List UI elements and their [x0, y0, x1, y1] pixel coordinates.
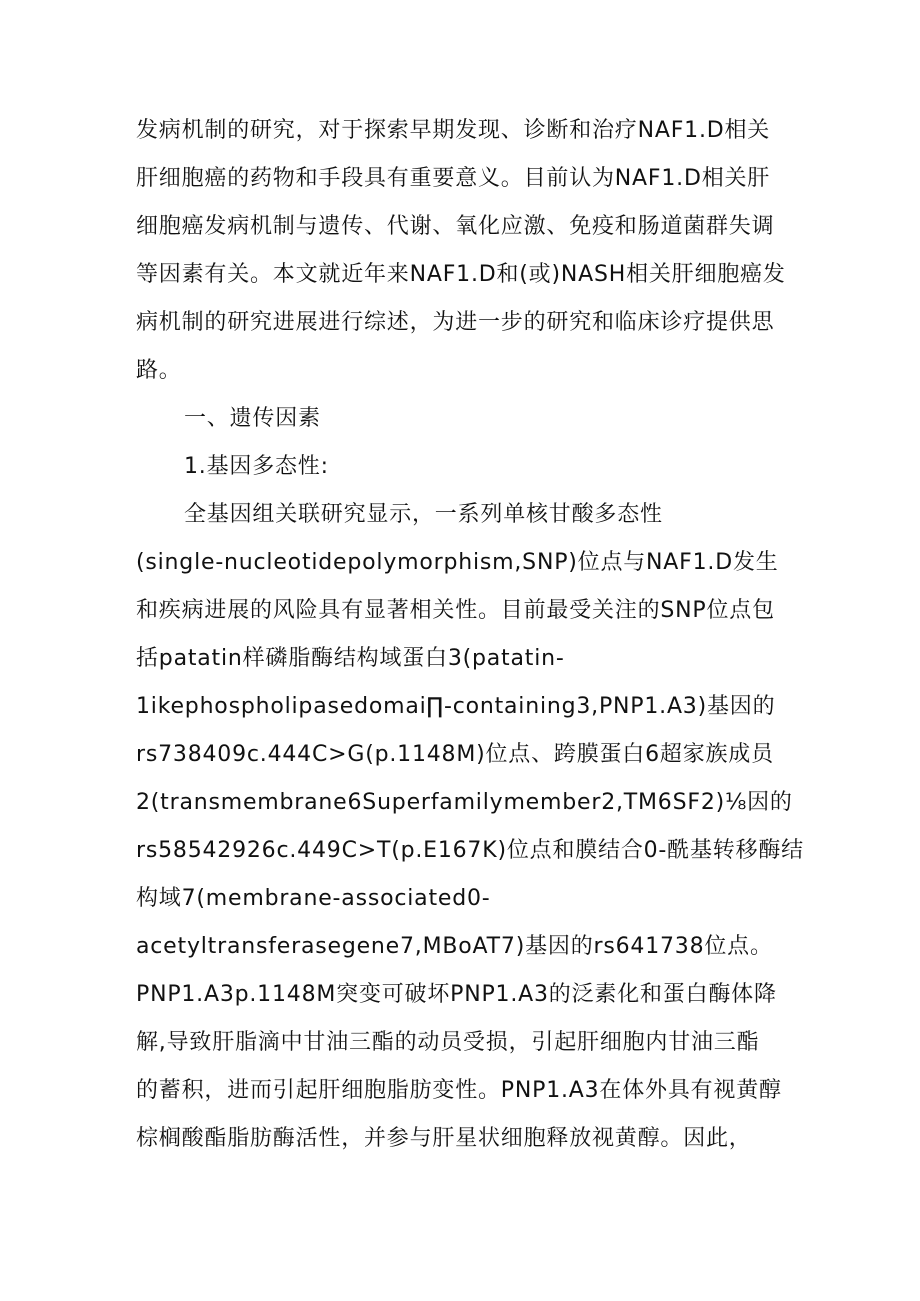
text-line: rs738409c.444C>G(p.1148M)位点、跨膜蛋白6超家族成员 — [136, 742, 774, 767]
text-line: 等因素有关。本文就近年来NAF1.D和(或)NASH相关肝细胞癌发 — [136, 262, 786, 287]
text-line: 细胞癌发病机制与遗传、代谢、氧化应激、免疫和肠道菌群失调 — [136, 214, 775, 239]
text-line: 解,导致肝脂滴中甘油三酯的动员受损，引起肝细胞内甘油三酯 — [136, 1030, 760, 1055]
text-line: 病机制的研究进展进行综述，为进一步的研究和临床诊疗提供思 — [136, 310, 775, 335]
section-heading: 一、遗传因素 — [184, 406, 321, 431]
text-line: 棕榈酸酯脂肪酶活性，并参与肝星状细胞释放视黄醇。因此， — [136, 1126, 752, 1151]
text-line: 1ikephospholipasedomai∏-containing3,PNP1.A3)基因的 — [136, 694, 776, 719]
text-line: 构域7(membrane-associated0- — [136, 886, 491, 911]
text-line: 肝细胞癌的药物和手段具有重要意义。目前认为NAF1.D相关肝 — [136, 166, 771, 191]
text-line: (single-nucleotidepolymorphism,SNP)位点与NAF1.D发生 — [136, 550, 779, 575]
text-line: 2(transmembrane6Superfamilymember2,TM6SF2)⅛因的 — [136, 790, 793, 815]
text-line: 括patatin样磷脂酶结构域蛋白3(patatin- — [136, 646, 565, 671]
text-line: 和疾病进展的风险具有显著相关性。目前最受关注的SNP位点包 — [136, 598, 775, 623]
text-line: 发病机制的研究，对于探索早期发现、诊断和治疗NAF1.D相关 — [136, 118, 771, 143]
subsection-heading: 1.基因多态性: — [184, 454, 329, 479]
text-line: PNP1.A3p.1148M突变可破坏PNP1.A3的泛素化和蛋白酶体降 — [136, 982, 777, 1007]
text-line: 路。 — [136, 358, 182, 383]
text-line: 的蓄积，进而引起肝细胞脂肪变性。PNP1.A3在体外具有视黄醇 — [136, 1078, 782, 1103]
text-line: 全基因组关联研究显示，一系列单核甘酸多态性 — [184, 502, 663, 527]
text-line: rs58542926c.449C>T(p.E167K)位点和膜结合0-酰基转移酶结 — [136, 838, 804, 863]
text-line: acetyltransferasegene7,MBoAT7)基因的rs641738位点。 — [136, 934, 773, 959]
